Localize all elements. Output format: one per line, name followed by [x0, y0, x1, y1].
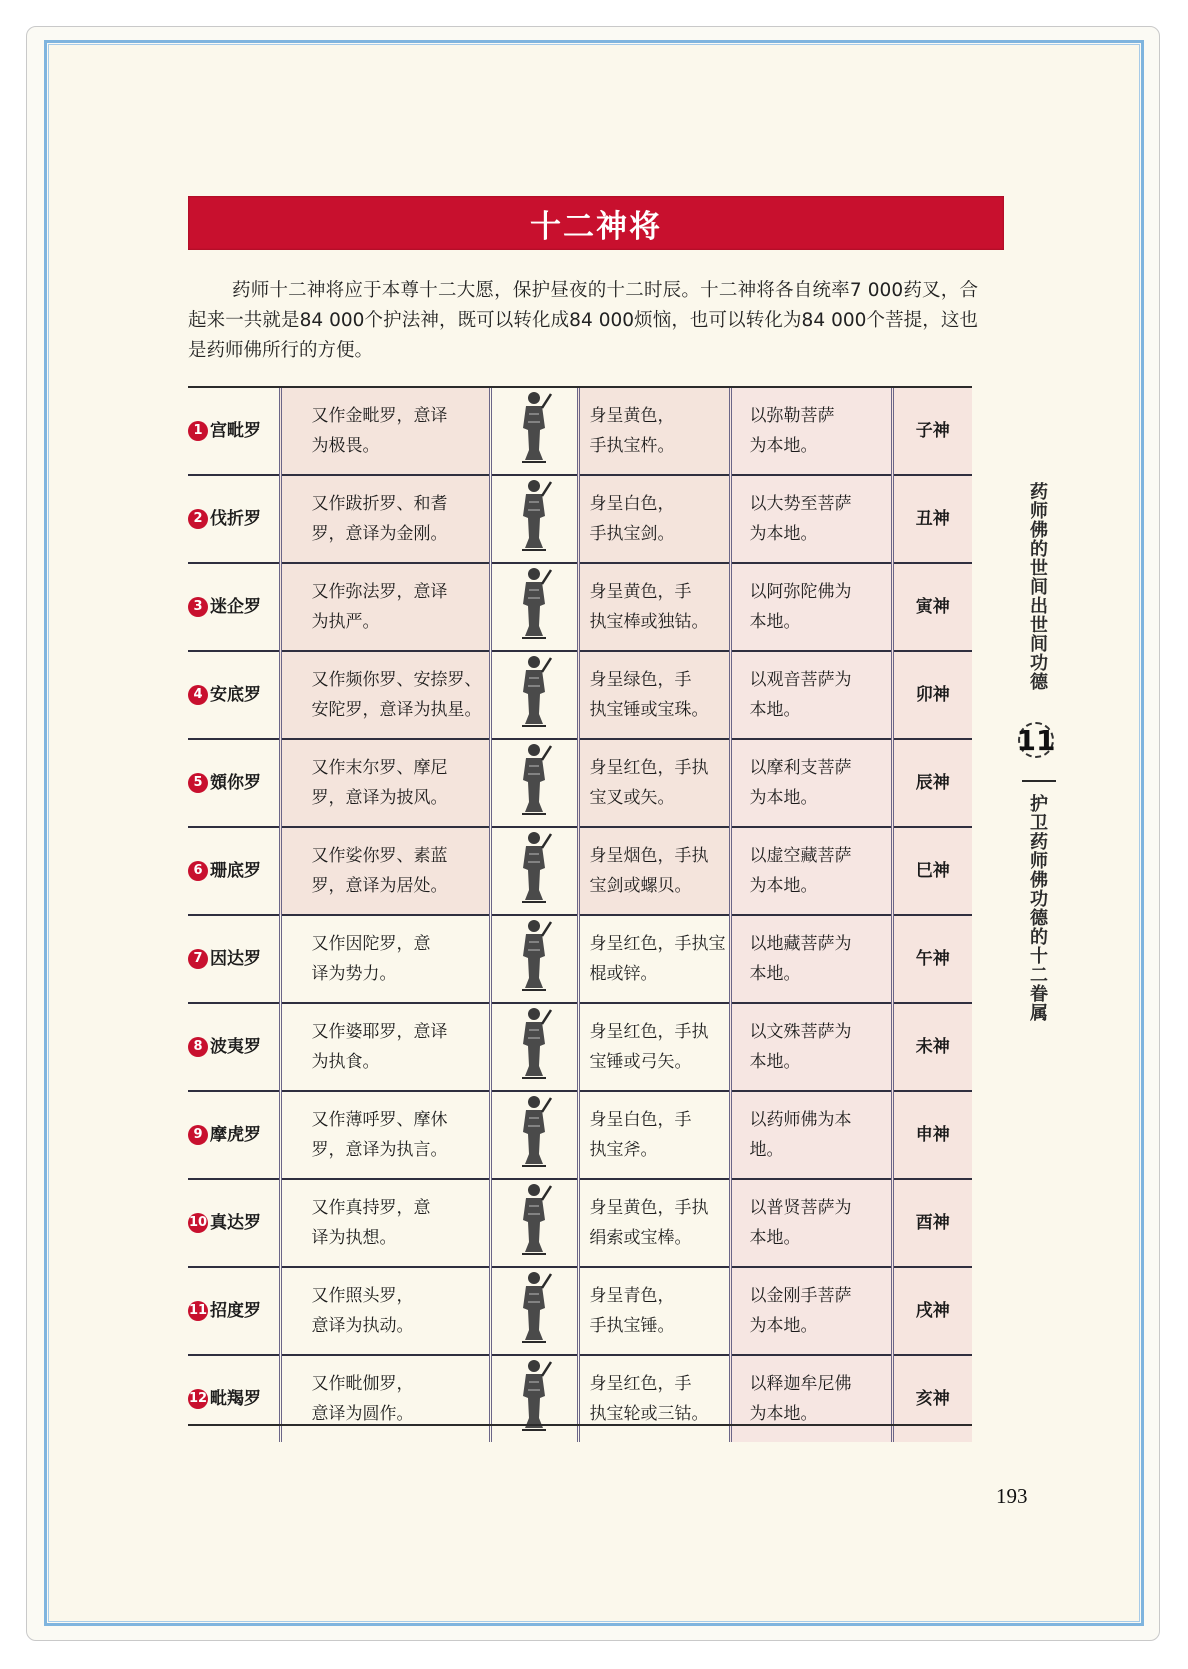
table-bottom-rule: [188, 1424, 972, 1426]
general-name-cell: [188, 1091, 280, 1179]
general-name-cell: [188, 1267, 280, 1355]
alias-line: 又作跋折罗、和耆: [311, 494, 448, 514]
figure-cell: [490, 651, 578, 739]
alias-line: 为执食。: [311, 1052, 380, 1072]
zodiac-cell: 丑神: [892, 475, 972, 563]
general-figure-icon: [512, 740, 556, 816]
appearance-line: 宝剑或螺贝。: [589, 876, 692, 896]
figure-cell: [490, 915, 578, 1003]
origin-line: 以大势至菩萨: [749, 494, 852, 514]
appearance-line: 执宝斧。: [589, 1140, 658, 1160]
appearance-line: 身呈红色，手执: [589, 1022, 709, 1042]
appearance-line: 身呈白色，: [589, 494, 675, 514]
general-name-cell: [188, 1003, 280, 1091]
general-name: 摩虎罗: [210, 1125, 261, 1145]
alias-line: 又作照头罗，: [311, 1286, 414, 1306]
general-name: 真达罗: [210, 1213, 261, 1233]
general-figure-icon: [512, 652, 556, 728]
appearance-line: 执宝棒或独钴。: [589, 612, 709, 632]
general-figure-icon: [512, 916, 556, 992]
table-row: [188, 1091, 972, 1179]
appearance-line: 宝锤或弓矢。: [589, 1052, 692, 1072]
side-divider: [1022, 780, 1056, 782]
general-number-badge: 1: [188, 421, 208, 441]
alias-line: 安陀罗，意译为执星。: [311, 700, 482, 720]
alias-line: 又作弥法罗，意译: [311, 582, 448, 602]
general-figure-icon: [512, 828, 556, 904]
origin-line: 以释迦牟尼佛: [749, 1374, 852, 1394]
intro-paragraph: 药师十二神将应于本尊十二大愿，保护昼夜的十二时辰。十二神将各自统率7 000药叉，合起来一共就是84 000个护法神，既可以转化成84 000烦恼，也可以转化为84 000个菩提，这也是药师佛所行的方便。: [188, 280, 978, 361]
appearance-cell: [578, 475, 730, 563]
appearance-line: 手执宝杵。: [589, 436, 675, 456]
general-number-badge: 7: [188, 949, 208, 969]
appearance-line: 身呈烟色，手执: [589, 846, 709, 866]
origin-line: 以弥勒菩萨: [749, 406, 835, 426]
appearance-line: 身呈青色，: [589, 1286, 675, 1306]
appearance-line: 棍或锌。: [589, 964, 658, 984]
general-name: 毗羯罗: [210, 1389, 261, 1409]
alias-cell: [280, 739, 490, 827]
general-name: 伐折罗: [210, 509, 261, 529]
general-number-badge: 3: [188, 597, 208, 617]
origin-line: 为本地。: [749, 1404, 818, 1424]
alias-cell: [280, 1179, 490, 1267]
origin-line: 为本地。: [749, 876, 818, 896]
general-name-cell: [188, 563, 280, 651]
appearance-line: 身呈黄色，手执: [589, 1198, 709, 1218]
appearance-cell: [578, 915, 730, 1003]
alias-cell: [280, 388, 490, 475]
table-row: [188, 388, 972, 475]
alias-line: 又作薄呼罗、摩休: [311, 1110, 448, 1130]
general-figure-icon: [512, 388, 556, 464]
table-row: [188, 1267, 972, 1355]
origin-cell: [730, 1267, 892, 1355]
figure-cell: [490, 1179, 578, 1267]
appearance-line: 身呈绿色，手: [589, 670, 692, 690]
alias-line: 译为执想。: [311, 1228, 397, 1248]
appearance-cell: [578, 1003, 730, 1091]
general-figure-icon: [512, 564, 556, 640]
origin-cell: [730, 651, 892, 739]
origin-line: 本地。: [749, 700, 801, 720]
alias-line: 罗，意译为金刚。: [311, 524, 448, 544]
table-row: [188, 1355, 972, 1442]
alias-line: 又作婆耶罗，意译: [311, 1022, 448, 1042]
side-chapter-title: 护卫药师佛功德的十二眷属: [1027, 794, 1048, 1022]
origin-cell: [730, 1355, 892, 1442]
general-name-cell: [188, 651, 280, 739]
appearance-line: 执宝锤或宝珠。: [589, 700, 709, 720]
general-number-badge: 4: [188, 685, 208, 705]
zodiac-cell: 寅神: [892, 563, 972, 651]
figure-cell: [490, 388, 578, 475]
general-name: 波夷罗: [210, 1037, 261, 1057]
appearance-cell: [578, 651, 730, 739]
alias-line: 又作毗伽罗，: [311, 1374, 414, 1394]
alias-line: 又作末尔罗、摩尼: [311, 758, 448, 778]
general-name-cell: [188, 827, 280, 915]
general-name: 安底罗: [210, 685, 261, 705]
appearance-cell: [578, 1179, 730, 1267]
figure-cell: [490, 475, 578, 563]
origin-line: 以药师佛为本: [749, 1110, 852, 1130]
zodiac-cell: 未神: [892, 1003, 972, 1091]
alias-cell: [280, 1003, 490, 1091]
alias-cell: [280, 651, 490, 739]
alias-cell: [280, 915, 490, 1003]
chapter-number: 11: [1016, 723, 1056, 757]
alias-line: 罗，意译为披风。: [311, 788, 448, 808]
zodiac-cell: 午神: [892, 915, 972, 1003]
appearance-line: 身呈红色，手执: [589, 758, 709, 778]
alias-line: 为极畏。: [311, 436, 380, 456]
table-row: [188, 475, 972, 563]
general-name: 頞你罗: [210, 773, 261, 793]
origin-line: 为本地。: [749, 1316, 818, 1336]
general-name-cell: [188, 739, 280, 827]
general-name-cell: [188, 475, 280, 563]
origin-cell: [730, 739, 892, 827]
appearance-cell: [578, 1355, 730, 1442]
origin-cell: [730, 475, 892, 563]
origin-line: 为本地。: [749, 436, 818, 456]
alias-cell: [280, 1091, 490, 1179]
zodiac-cell: 申神: [892, 1091, 972, 1179]
appearance-cell: [578, 1091, 730, 1179]
figure-cell: [490, 1267, 578, 1355]
origin-line: 为本地。: [749, 788, 818, 808]
alias-line: 罗，意译为居处。: [311, 876, 448, 896]
alias-line: 罗，意译为执言。: [311, 1140, 448, 1160]
origin-line: 地。: [749, 1140, 784, 1160]
zodiac-cell: 戌神: [892, 1267, 972, 1355]
general-figure-icon: [512, 476, 556, 552]
appearance-line: 手执宝剑。: [589, 524, 675, 544]
zodiac-cell: 卯神: [892, 651, 972, 739]
chapter-badge: [1016, 720, 1056, 760]
general-name: 宫毗罗: [210, 421, 261, 441]
origin-line: 以普贤菩萨为: [749, 1198, 852, 1218]
alias-line: 译为势力。: [311, 964, 397, 984]
alias-line: 又作频你罗、安捺罗、: [311, 670, 482, 690]
alias-cell: [280, 827, 490, 915]
appearance-line: 身呈红色，手执宝: [589, 934, 726, 954]
general-number-badge: 6: [188, 861, 208, 881]
general-figure-icon: [512, 1180, 556, 1256]
general-name-cell: [188, 1355, 280, 1442]
figure-cell: [490, 1355, 578, 1442]
origin-line: 以文殊菩萨为: [749, 1022, 852, 1042]
origin-line: 本地。: [749, 1052, 801, 1072]
zodiac-cell: 巳神: [892, 827, 972, 915]
general-name: 珊底罗: [210, 861, 261, 881]
general-name-cell: [188, 1179, 280, 1267]
appearance-line: 身呈白色，手: [589, 1110, 692, 1130]
figure-cell: [490, 1003, 578, 1091]
appearance-line: 绢索或宝棒。: [589, 1228, 692, 1248]
alias-line: 意译为圆作。: [311, 1404, 414, 1424]
origin-line: 本地。: [749, 964, 801, 984]
general-name: 迷企罗: [210, 597, 261, 617]
table-row: [188, 1179, 972, 1267]
generals-table: [188, 388, 972, 1442]
zodiac-cell: 亥神: [892, 1355, 972, 1442]
general-figure-icon: [512, 1268, 556, 1344]
table-row: [188, 1003, 972, 1091]
side-running-head: 药师佛的世间出世间功德: [1027, 482, 1048, 691]
alias-line: 为执严。: [311, 612, 380, 632]
appearance-line: 宝叉或矢。: [589, 788, 675, 808]
general-figure-icon: [512, 1004, 556, 1080]
origin-line: 本地。: [749, 612, 801, 632]
general-number-badge: 10: [188, 1213, 208, 1233]
table-row: [188, 739, 972, 827]
appearance-line: 身呈红色，手: [589, 1374, 692, 1394]
origin-line: 本地。: [749, 1228, 801, 1248]
origin-cell: [730, 563, 892, 651]
figure-cell: [490, 739, 578, 827]
general-number-badge: 5: [188, 773, 208, 793]
alias-line: 意译为执动。: [311, 1316, 414, 1336]
alias-cell: [280, 1267, 490, 1355]
alias-cell: [280, 1355, 490, 1442]
figure-cell: [490, 827, 578, 915]
general-number-badge: 2: [188, 509, 208, 529]
appearance-cell: [578, 827, 730, 915]
general-name-cell: [188, 388, 280, 475]
table-row: [188, 563, 972, 651]
table-row: [188, 827, 972, 915]
appearance-cell: [578, 563, 730, 651]
appearance-line: 身呈黄色，: [589, 406, 675, 426]
appearance-cell: [578, 388, 730, 475]
zodiac-cell: 酉神: [892, 1179, 972, 1267]
origin-cell: [730, 1091, 892, 1179]
alias-line: 又作金毗罗，意译: [311, 406, 448, 426]
origin-line: 以金刚手菩萨: [749, 1286, 852, 1306]
origin-line: 为本地。: [749, 524, 818, 544]
origin-line: 以摩利支菩萨: [749, 758, 852, 778]
zodiac-cell: 辰神: [892, 739, 972, 827]
origin-line: 以虚空藏菩萨: [749, 846, 852, 866]
origin-cell: [730, 827, 892, 915]
figure-cell: [490, 1091, 578, 1179]
origin-cell: [730, 1179, 892, 1267]
alias-cell: [280, 563, 490, 651]
general-number-badge: 12: [188, 1389, 208, 1409]
table-row: [188, 651, 972, 739]
origin-line: 以阿弥陀佛为: [749, 582, 852, 602]
appearance-line: 手执宝锤。: [589, 1316, 675, 1336]
alias-line: 又作真持罗，意: [311, 1198, 431, 1218]
zodiac-cell: 子神: [892, 388, 972, 475]
general-number-badge: 9: [188, 1125, 208, 1145]
section-title-bar: [188, 196, 1004, 250]
general-figure-icon: [512, 1092, 556, 1168]
appearance-line: 身呈黄色，手: [589, 582, 692, 602]
origin-cell: [730, 915, 892, 1003]
appearance-cell: [578, 1267, 730, 1355]
appearance-line: 执宝轮或三钴。: [589, 1404, 709, 1424]
appearance-cell: [578, 739, 730, 827]
table-row: [188, 915, 972, 1003]
page-number: 193: [996, 1484, 1028, 1508]
general-number-badge: 11: [188, 1301, 208, 1321]
general-name: 因达罗: [210, 949, 261, 969]
general-number-badge: 8: [188, 1037, 208, 1057]
origin-line: 以地藏菩萨为: [749, 934, 852, 954]
figure-cell: [490, 563, 578, 651]
alias-line: 又作因陀罗，意: [311, 934, 431, 954]
general-name: 招度罗: [210, 1301, 261, 1321]
alias-line: 又作娑你罗、素蓝: [311, 846, 448, 866]
section-title: 十二神将: [530, 208, 662, 245]
general-name-cell: [188, 915, 280, 1003]
origin-cell: [730, 388, 892, 475]
origin-line: 以观音菩萨为: [749, 670, 852, 690]
alias-cell: [280, 475, 490, 563]
general-figure-icon: [512, 1356, 556, 1432]
origin-cell: [730, 1003, 892, 1091]
